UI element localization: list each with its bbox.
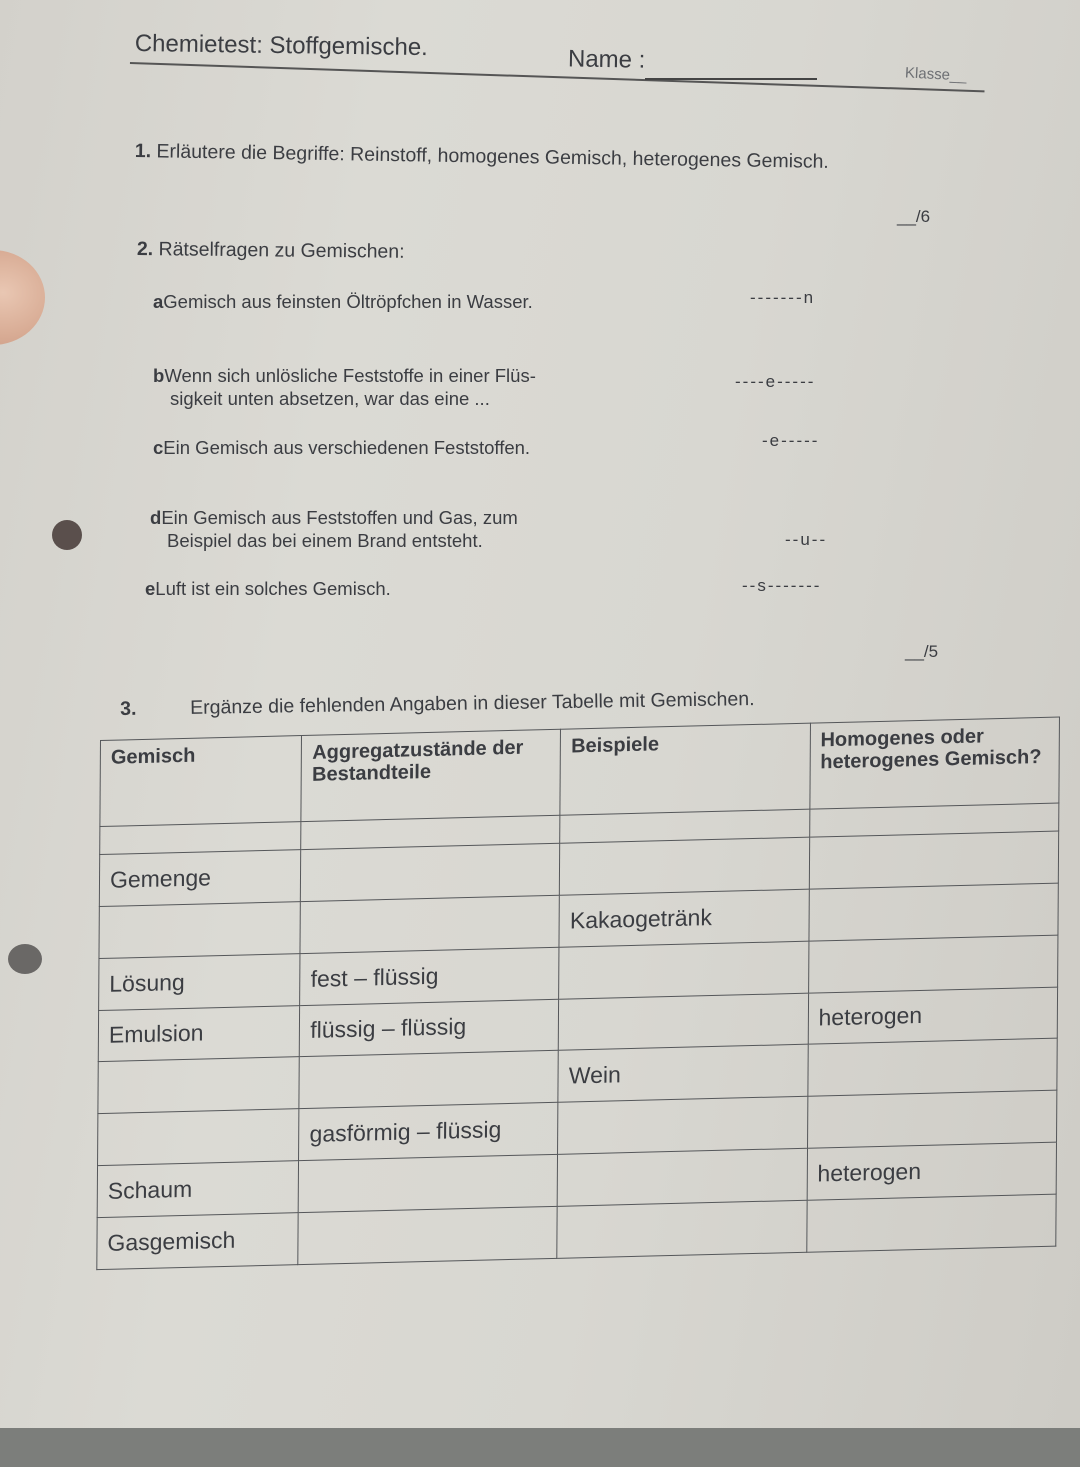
mixtures-table bbox=[96, 717, 1060, 1271]
table-cell[interactable] bbox=[807, 1039, 1057, 1097]
table-cell[interactable] bbox=[558, 1097, 808, 1155]
answer-blank-d: --u-- bbox=[785, 530, 828, 549]
table-cell[interactable] bbox=[299, 1154, 558, 1212]
table-cell[interactable] bbox=[557, 1148, 807, 1206]
table-cell[interactable]: Gasgemisch bbox=[97, 1213, 299, 1270]
worksheet-title: Chemietest: Stoffgemische. bbox=[134, 30, 429, 62]
table-cell[interactable] bbox=[299, 1051, 558, 1109]
answer-blank-c: -e----- bbox=[762, 431, 820, 450]
table-cell[interactable]: Wein bbox=[558, 1045, 808, 1103]
question-1-number: 1. bbox=[134, 140, 152, 163]
table-cell[interactable] bbox=[808, 935, 1058, 993]
table-cell[interactable]: Kakaogetränk bbox=[559, 889, 809, 947]
answer-blank-b: ----e----- bbox=[735, 372, 816, 391]
table-cell[interactable] bbox=[560, 837, 810, 895]
riddle-letter: c bbox=[153, 437, 164, 458]
table-cell[interactable]: heterogen bbox=[808, 987, 1058, 1045]
table-cell[interactable] bbox=[300, 895, 559, 953]
riddle-letter: e bbox=[145, 578, 156, 599]
table-cell[interactable] bbox=[559, 993, 809, 1051]
header-cell: Beispiele bbox=[560, 723, 810, 815]
header-cell: Gemisch bbox=[100, 736, 302, 827]
riddle-text-continued: sigkeit unten absetzen, war das eine ... bbox=[170, 388, 490, 409]
answer-blank-a: -------n bbox=[750, 288, 816, 307]
header-cell: Aggregatzustände der Bestandteile bbox=[301, 729, 561, 821]
class-label: Klasse__ bbox=[904, 64, 968, 85]
table-cell[interactable]: Emulsion bbox=[98, 1005, 300, 1062]
question-2-score: __/5 bbox=[905, 642, 939, 661]
punch-hole-bottom bbox=[8, 944, 42, 974]
table-cell[interactable] bbox=[298, 1206, 557, 1264]
background-surface bbox=[0, 1428, 1080, 1467]
table-cell[interactable] bbox=[301, 843, 560, 901]
header-cell: Homogenes oder heterogenes Gemisch? bbox=[810, 717, 1060, 809]
riddle-text: Gemisch aus feinsten Öltröpfchen in Wasser. bbox=[163, 291, 533, 312]
question-1-text: Erläutere die Begriffe: Reinstoff, homogenes Gemisch, heterogenes Gemisch. bbox=[156, 140, 829, 173]
table-cell[interactable]: fest – flüssig bbox=[300, 947, 559, 1005]
riddle-letter: d bbox=[150, 507, 162, 528]
riddle-text: Wenn sich unlösliche Feststoffe in einer Flüs- bbox=[164, 365, 536, 386]
table-cell[interactable]: Gemenge bbox=[99, 850, 301, 907]
riddle-c bbox=[153, 436, 530, 459]
table-cell[interactable] bbox=[99, 901, 301, 958]
riddle-text: Ein Gemisch aus verschiedenen Feststoffen. bbox=[163, 437, 531, 458]
riddle-text-continued: Beispiel das bei einem Brand entsteht. bbox=[167, 530, 483, 551]
question-2-title: Rätselfragen zu Gemischen: bbox=[158, 238, 405, 263]
question-2-number: 2. bbox=[136, 238, 154, 261]
question-3-number: 3. bbox=[120, 697, 137, 720]
table-cell[interactable] bbox=[559, 941, 809, 999]
riddle-letter: a bbox=[153, 291, 164, 312]
table-cell[interactable] bbox=[806, 1194, 1056, 1252]
question-2 bbox=[137, 238, 405, 264]
table-cell[interactable] bbox=[807, 1090, 1057, 1148]
punch-hole-top bbox=[52, 520, 82, 550]
riddle-text: Ein Gemisch aus Feststoffen und Gas, zum bbox=[161, 507, 518, 528]
answer-blank-e: --s------- bbox=[742, 576, 822, 595]
table-cell[interactable]: Lösung bbox=[99, 953, 301, 1010]
table-cell[interactable]: gasförmig – flüssig bbox=[299, 1103, 558, 1161]
question-3-text: Ergänze die fehlenden Angaben in dieser Tabelle mit Gemischen. bbox=[189, 688, 755, 719]
name-label: Name : bbox=[567, 45, 646, 74]
table-cell[interactable]: heterogen bbox=[807, 1142, 1057, 1200]
riddle-b bbox=[153, 364, 536, 410]
table-cell[interactable] bbox=[98, 1109, 300, 1166]
table-cell[interactable] bbox=[809, 883, 1059, 941]
riddle-text: Luft ist ein solches Gemisch. bbox=[155, 578, 391, 599]
table-cell[interactable] bbox=[557, 1200, 807, 1258]
riddle-letter: b bbox=[153, 365, 165, 386]
riddle-a bbox=[153, 290, 533, 313]
table-cell[interactable] bbox=[98, 1057, 300, 1114]
riddle-e bbox=[145, 577, 391, 600]
table-cell[interactable] bbox=[809, 831, 1059, 889]
table-cell[interactable]: Schaum bbox=[97, 1161, 299, 1218]
name-blank bbox=[645, 78, 817, 80]
table-cell[interactable]: flüssig – flüssig bbox=[300, 999, 559, 1057]
riddle-d bbox=[150, 506, 518, 552]
question-1-score: __/6 bbox=[897, 207, 931, 226]
